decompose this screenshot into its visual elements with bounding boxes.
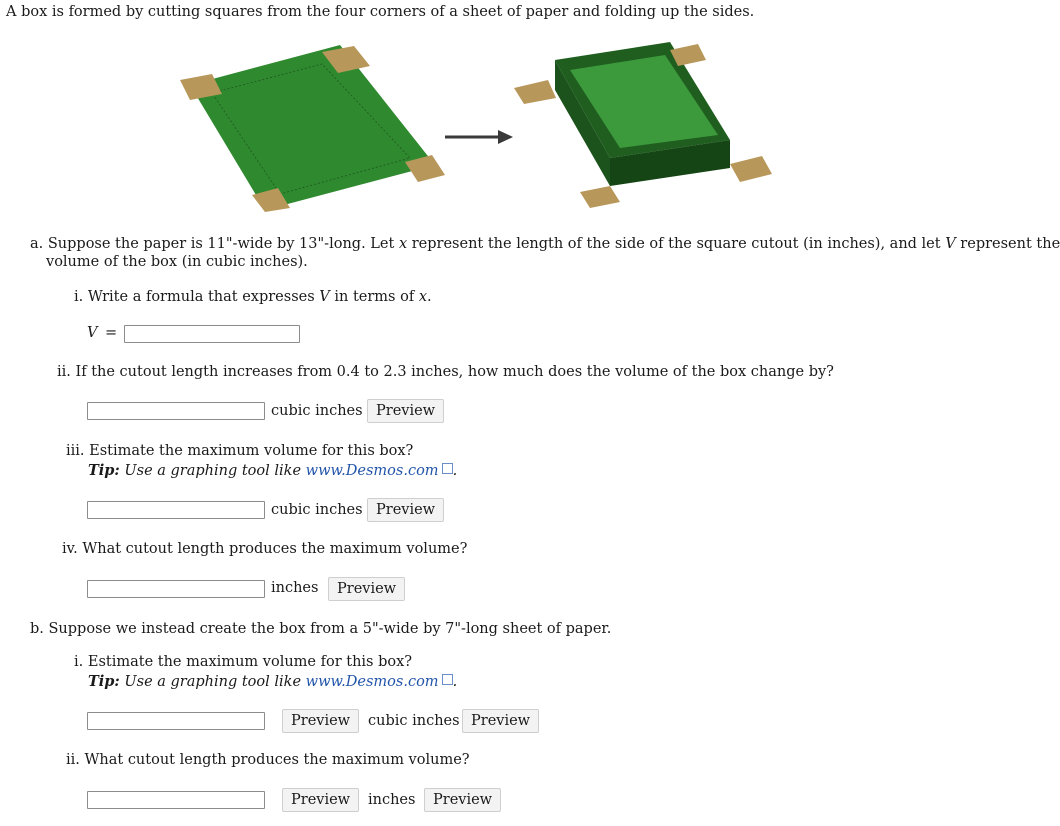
part-b-statement: b. Suppose we instead create the box from a 5"-wide by 7"-long sheet of paper.: [30, 621, 612, 637]
external-link-icon: [442, 674, 453, 685]
question-b-i: i. Estimate the maximum volume for this box?: [74, 654, 413, 670]
folded-box-illustration: [514, 42, 772, 208]
unit-cubic-inches: cubic inches: [271, 502, 363, 518]
graphing-tip: Tip: Use a graphing tool like www.Desmos.com .: [88, 673, 458, 690]
arrow-right-icon: [445, 130, 513, 144]
formula-label: V: [87, 325, 98, 341]
equals-sign: =: [105, 325, 118, 341]
box-folding-figure: [170, 40, 790, 220]
part-a-statement: a. Suppose the paper is 11"-wide by 13"-long. Let x represent the length of the side of the square cutout (in inches), and let V represent the: [30, 236, 1060, 252]
graphing-tip: Tip: Use a graphing tool like www.Desmos.com .: [88, 462, 458, 479]
desmos-link[interactable]: www.Desmos.com: [305, 674, 439, 690]
flat-sheet-illustration: [180, 45, 445, 212]
b-cutout-length-input[interactable]: [87, 791, 265, 809]
part-a-statement-line2: volume of the box (in cubic inches).: [46, 254, 308, 270]
question-a-i: i. Write a formula that expresses V in terms of x.: [74, 289, 432, 305]
preview-button[interactable]: Preview: [367, 498, 444, 522]
unit-cubic-inches: cubic inches: [368, 713, 460, 729]
unit-cubic-inches: cubic inches: [271, 403, 363, 419]
volume-change-input[interactable]: [87, 402, 265, 420]
preview-button[interactable]: Preview: [424, 788, 501, 812]
desmos-link[interactable]: www.Desmos.com: [305, 463, 439, 479]
question-a-iii: iii. Estimate the maximum volume for this box?: [66, 443, 414, 459]
max-volume-input[interactable]: [87, 501, 265, 519]
preview-button[interactable]: Preview: [282, 788, 359, 812]
unit-inches: inches: [368, 792, 416, 808]
preview-button[interactable]: Preview: [462, 709, 539, 733]
question-a-iv: iv. What cutout length produces the maximum volume?: [62, 541, 468, 557]
question-a-ii: ii. If the cutout length increases from 0.4 to 2.3 inches, how much does the volume of the box change by?: [57, 364, 834, 380]
b-max-volume-input[interactable]: [87, 712, 265, 730]
external-link-icon: [442, 463, 453, 474]
preview-button[interactable]: Preview: [328, 577, 405, 601]
problem-intro: A box is formed by cutting squares from the four corners of a sheet of paper and folding up the sides.: [6, 4, 755, 20]
cutout-length-input[interactable]: [87, 580, 265, 598]
preview-button[interactable]: Preview: [367, 399, 444, 423]
unit-inches: inches: [271, 580, 319, 596]
question-b-ii: ii. What cutout length produces the maximum volume?: [66, 752, 470, 768]
preview-button[interactable]: Preview: [282, 709, 359, 733]
formula-input[interactable]: [124, 325, 300, 343]
